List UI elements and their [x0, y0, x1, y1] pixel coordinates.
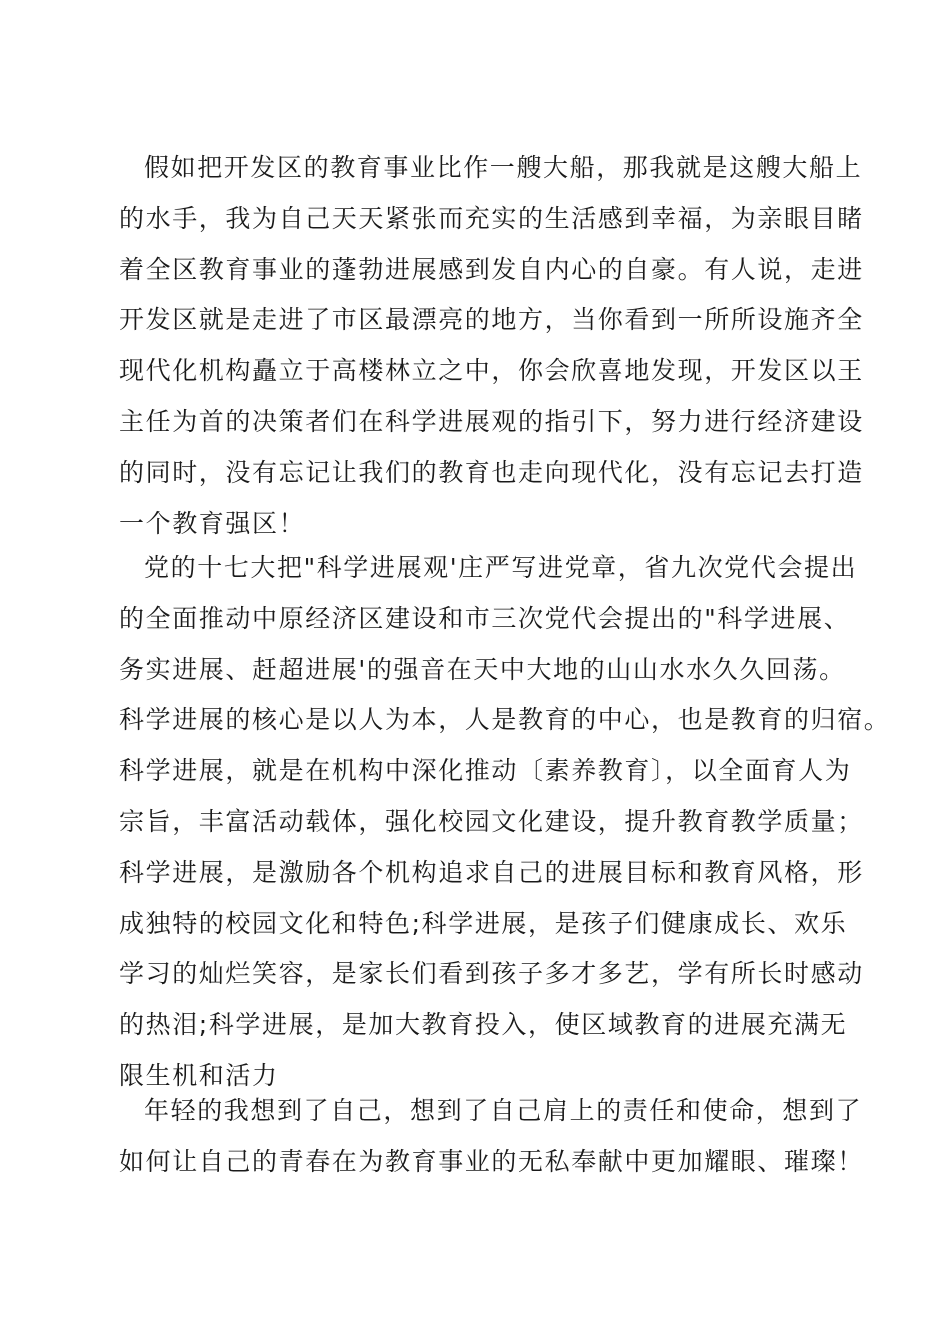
text-line: 年轻的我想到了自己，想到了自己肩上的责任和使命，想到了: [144, 1096, 863, 1125]
text-line: 党的十七大把"科学进展观'庄严写进党章，省九次党代会提出: [144, 553, 858, 582]
text-line: 科学进展的核心是以人为本，人是教育的中心，也是教育的归宿。: [119, 705, 891, 735]
text-line: 务实进展、赶超进展'的强音在天中大地的山山水水久久回荡。: [119, 654, 846, 684]
text-line: 学习的灿烂笑容，是家长们看到孩子多才多艺，学有所长时感动: [119, 959, 864, 989]
text-line: 限生机和活力: [119, 1060, 279, 1090]
text-line: 科学进展，是激励各个机构追求自己的进展目标和教育风格，形: [119, 857, 864, 887]
text-line: 成独特的校园文化和特色;科学进展，是孩子们健康成长、欢乐: [119, 908, 848, 938]
text-line: 开发区就是走进了市区最漂亮的地方，当你看到一所所设施齐全: [119, 305, 864, 335]
text-line: 如何让自己的青春在为教育事业的无私奉献中更加耀眼、璀璨！: [119, 1146, 864, 1176]
text-line: 的同时，没有忘记让我们的教育也走向现代化，没有忘记去打造: [119, 457, 864, 487]
text-line: 科学进展，就是在机构中深化推动〔素养教育〕，以全面育人为: [119, 756, 852, 786]
text-line: 宗旨，丰富活动载体，强化校园文化建设，提升教育教学质量；: [119, 806, 864, 836]
text-line: 主任为首的决策者们在科学进展观的指引下，努力进行经济建设: [119, 406, 864, 436]
text-line: 假如把开发区的教育事业比作一艘大船，那我就是这艘大船上: [144, 153, 863, 182]
paragraph-3: [119, 1086, 864, 1188]
text-line: 一个教育强区！: [119, 508, 306, 538]
paragraph-2: [119, 543, 891, 1102]
text-line: 着全区教育事业的蓬勃进展感到发自内心的自豪。有人说，走进: [119, 254, 864, 284]
paragraph-1: [119, 143, 864, 549]
text-line: 的全面推动中原经济区建设和市三次党代会提出的"科学进展、: [119, 603, 851, 633]
text-line: 的热泪;科学进展，是加大教育投入，使区域教育的进展充满无: [119, 1010, 848, 1040]
text-line: 现代化机构矗立于高楼林立之中，你会欣喜地发现，开发区以王: [119, 356, 864, 386]
text-line: 的水手，我为自己天天紧张而充实的生活感到幸福，为亲眼目睹: [119, 203, 864, 233]
